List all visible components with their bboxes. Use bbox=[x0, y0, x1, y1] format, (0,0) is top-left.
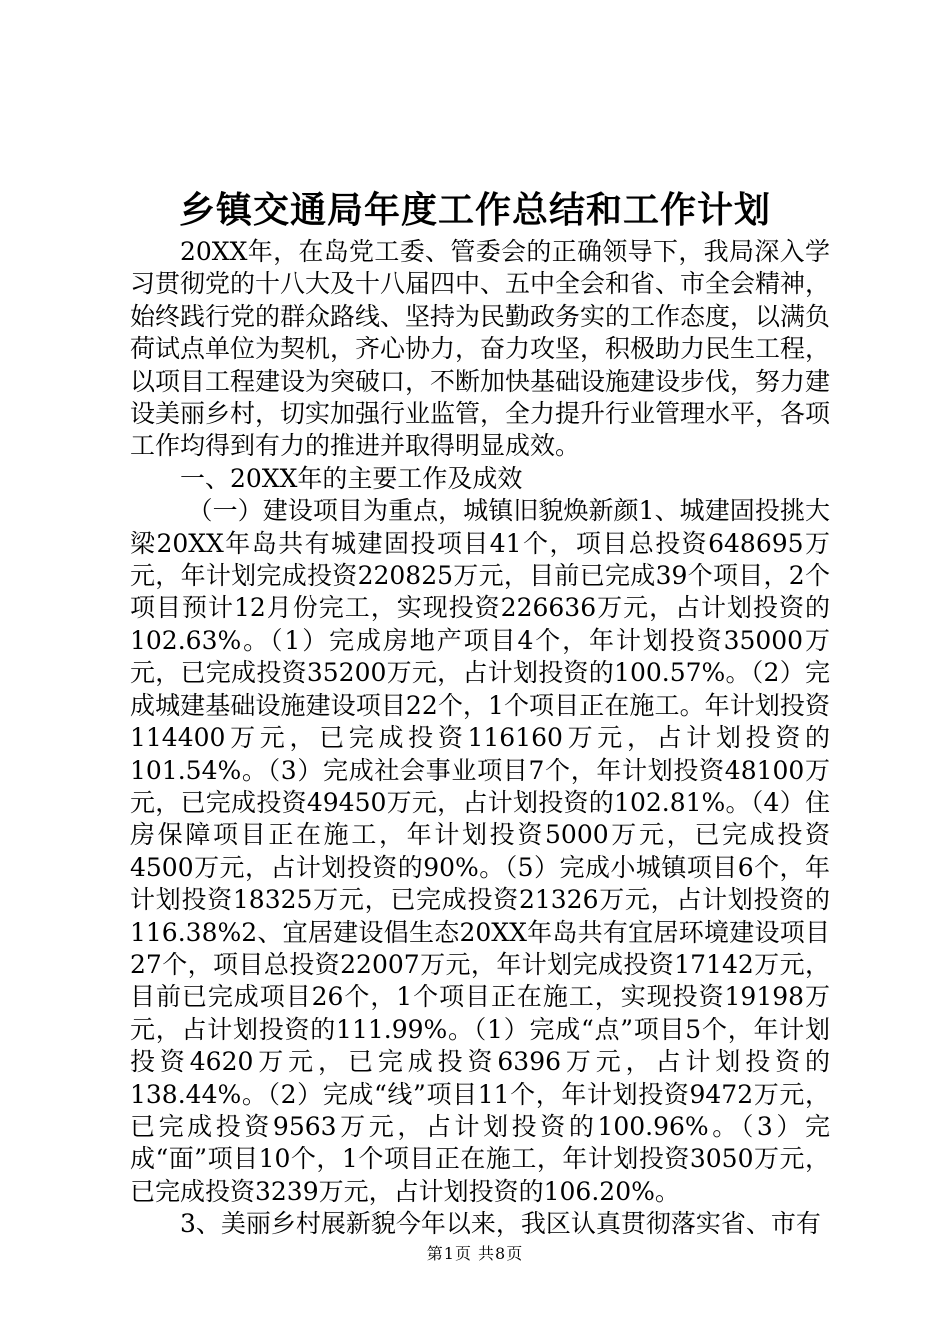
document-body bbox=[130, 236, 830, 1241]
paragraph-beautiful-villages: 3、美丽乡村展新貌今年以来，我区认真贯彻落实省、市有 bbox=[180, 1209, 821, 1239]
section-heading: 一、20XX年的主要工作及成效 bbox=[180, 463, 523, 493]
page-indicator: 第1页 共8页 bbox=[426, 1244, 524, 1263]
document-title: 乡镇交通局年度工作总结和工作计划 bbox=[178, 189, 771, 231]
paragraph-construction-projects: （一）建设项目为重点，城镇旧貌焕新颜1、城建固投挑大梁20XX年岛共有城建固投项目41个，项目总投资648695万元，年计划完成投资220825万元，目前已完成39个项目，2个项目预计12月份完工，实现投资226636万元，占计划投资的102.63%。（1）完成房地产项目4个，年计划投资35000万元，已完成投资35200万元，占计划投资的100.57%。（2）完成城建基础设施建设项目22个，1个项目正在施工。年计划投资114400万元，已完成投资116160万元，占计划投资的101.54%。（3）完成社会事业项目7个，年计划投资48100万元，已完成投资49450万元，占计划投资的102.81%。（4）住房保障项目正在施工，年计划投资5000万元，已完成投资4500万元，占计划投资的90%。（5）完成小城镇项目6个，年计划投资18325万元，已完成投资21326万元，占计划投资的116.38%2、宜居建设倡生态20XX年岛共有宜居环境建设项目27个，项目总投资22007万元，年计划完成投资17142万元，目前已完成项目26个，1个项目正在施工，实现投资19198万元，占计划投资的111.99%。（1）完成“点”项目5个，年计划投资4620万元，已完成投资6396万元，占计划投资的138.44%。（2）完成“线”项目11个，年计划投资9472万元，已完成投资9563万元，占计划投资的100.96%。（3）完成“面”项目10个，1个项目正在施工，年计划投资3050万元，已完成投资3239万元，占计划投资的106.20%。 bbox=[130, 496, 830, 1206]
paragraph-intro: 20XX年，在岛党工委、管委会的正确领导下，我局深入学习贯彻党的十八大及十八届四中、五中全会和省、市全会精神，始终践行党的群众路线、坚持为民勤政务实的工作态度，以满负荷试点单位为契机，齐心协力，奋力攻坚，积极助力民生工程，以项目工程建设为突破口，不断加快基础设施建设步伐，努力建设美丽乡村，切实加强行业监管，全力提升行业管理水平，各项工作均得到有力的推进并取得明显成效。 bbox=[130, 237, 831, 461]
